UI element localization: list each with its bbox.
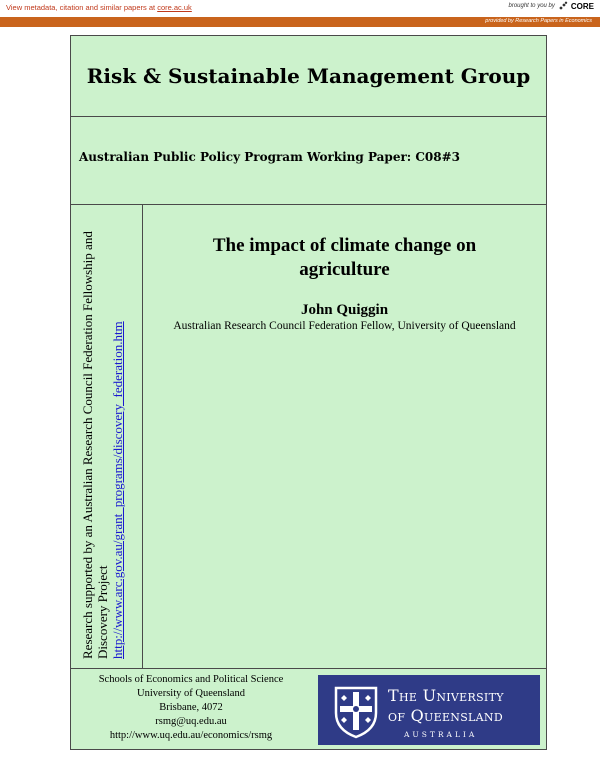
uq-name-line-2: of Queensland bbox=[388, 706, 503, 725]
footer-row bbox=[71, 668, 546, 749]
uq-crest-icon bbox=[332, 685, 380, 739]
series-row bbox=[71, 116, 546, 205]
address-line-email: rsmg@uq.edu.au bbox=[155, 716, 227, 727]
contact-address bbox=[71, 673, 311, 743]
main-row bbox=[71, 204, 546, 669]
funding-note bbox=[80, 209, 125, 659]
funding-sidebar bbox=[71, 204, 143, 668]
group-title: Risk & Sustainable Management Group bbox=[86, 64, 531, 88]
uq-name-line-1: The University bbox=[388, 686, 504, 705]
funding-line-2: Discovery Project bbox=[95, 565, 110, 659]
core-banner bbox=[0, 0, 600, 27]
core-link-anchor[interactable]: core.ac.uk bbox=[157, 3, 192, 12]
address-line-city: Brisbane, 4072 bbox=[159, 702, 223, 713]
uq-logo bbox=[318, 675, 540, 745]
arc-link[interactable]: http://www.arc.gov.au/grant_programs/discovery_federation.htm bbox=[110, 321, 125, 659]
paper-title-line-2: agriculture bbox=[299, 259, 390, 280]
author-affiliation: Australian Research Council Federation Fellow, University of Queensland bbox=[173, 320, 516, 332]
paper-title-line-1: The impact of climate change on bbox=[212, 235, 477, 256]
core-brought-by[interactable] bbox=[509, 1, 595, 11]
working-paper-series: Australian Public Policy Program Working Paper: C08#3 bbox=[79, 150, 461, 164]
core-logo-icon bbox=[558, 1, 568, 11]
core-logo-text: CORE bbox=[570, 1, 594, 11]
funding-line-1: Research supported by an Australian Research Council Federation Fellowship and bbox=[80, 231, 95, 659]
uq-country: AUSTRALIA bbox=[404, 730, 478, 739]
address-line-school: Schools of Economics and Political Science bbox=[98, 674, 284, 685]
core-provided-by: provided by Research Papers in Economics bbox=[485, 18, 592, 24]
core-metadata-link[interactable] bbox=[6, 3, 192, 12]
cover-page bbox=[70, 35, 547, 750]
paper-title bbox=[143, 234, 546, 282]
address-line-university: University of Queensland bbox=[137, 688, 245, 699]
author-name: John Quiggin bbox=[300, 302, 389, 318]
group-title-row bbox=[71, 36, 546, 117]
core-link-prefix: View metadata, citation and similar papers at bbox=[6, 3, 156, 12]
core-brought-text: brought to you by bbox=[508, 3, 555, 9]
address-line-url: http://www.uq.edu.au/economics/rsmg bbox=[109, 730, 273, 741]
title-block bbox=[143, 204, 546, 668]
